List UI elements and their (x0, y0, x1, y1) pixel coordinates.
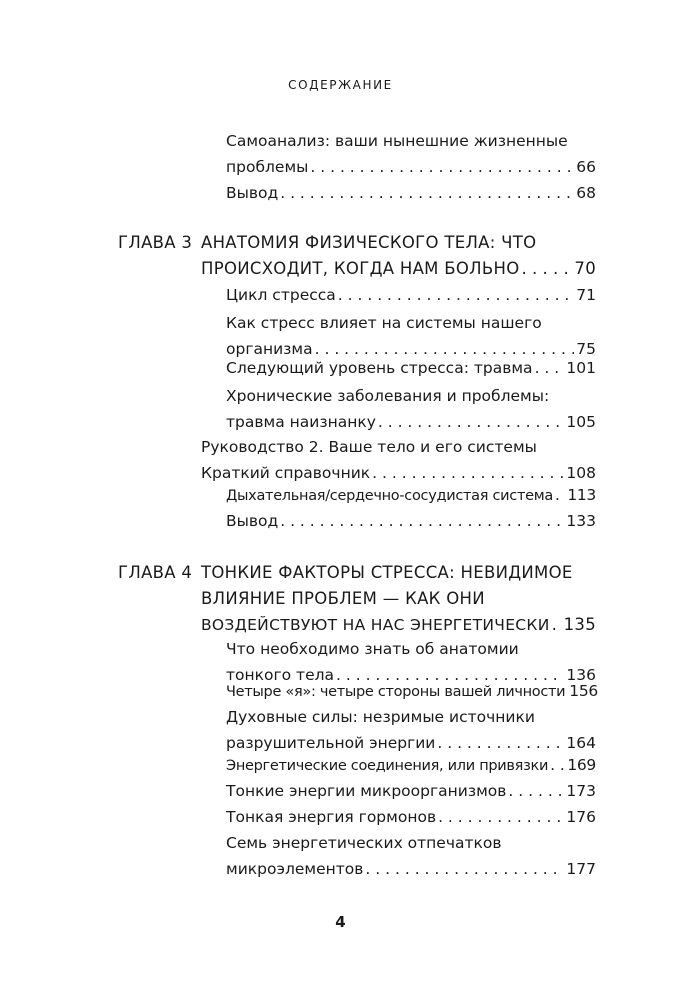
toc-entry[interactable] (226, 508, 596, 534)
entry-page: 133 (566, 512, 596, 530)
entry-page: 164 (566, 734, 596, 752)
entry-page: 108 (566, 464, 596, 482)
entry-title: Самоанализ: ваши нынешние жизненные (226, 132, 568, 150)
dot-leader (378, 409, 565, 435)
toc-entry[interactable] (226, 752, 596, 779)
entry-title: микроэлементов (226, 860, 364, 878)
entry-title: разрушительной энергии (226, 734, 436, 752)
entry-title: Как стресс влияет на системы нашего (226, 314, 542, 332)
entry-page: 156 (569, 682, 598, 700)
dot-leader (438, 804, 564, 830)
entry-page: 71 (576, 286, 596, 304)
dot-leader (365, 856, 564, 882)
toc-entry[interactable] (226, 830, 596, 882)
toc-entry[interactable] (226, 482, 596, 509)
dot-leader (552, 612, 562, 638)
entry-page: 113 (567, 486, 596, 504)
entry-title: Цикл стресса (226, 286, 336, 304)
entry-title: Следующий уровень стресса: травма (226, 359, 533, 377)
toc-entry[interactable] (226, 355, 596, 381)
entry-title: Что необходимо знать об анатомии (226, 640, 519, 658)
entry-page: 105 (566, 413, 596, 431)
toc-entry[interactable] (226, 804, 596, 830)
chapter-entry[interactable] (201, 560, 596, 638)
chapter-title: ПРОИСХОДИТ, КОГДА НАМ БОЛЬНО (201, 259, 520, 278)
chapter-title: ВОЗДЕЙСТВУЮТ НА НАС ЭНЕРГЕТИЧЕСКИ (201, 616, 550, 634)
entry-title: травма наизнанку (226, 413, 376, 431)
entry-page: 75 (576, 340, 596, 358)
entry-page: 68 (576, 184, 596, 202)
entry-title: проблемы (226, 158, 309, 176)
toc-entry[interactable] (226, 704, 596, 756)
chapter-label: ГЛАВА 3 (118, 233, 193, 252)
dot-leader (338, 282, 574, 308)
toc-entry[interactable] (226, 180, 596, 206)
chapter-label: ГЛАВА 4 (118, 563, 193, 582)
dot-leader (280, 508, 564, 534)
toc-entry[interactable] (226, 128, 596, 180)
chapter-title: ТОНКИЕ ФАКТОРЫ СТРЕССА: НЕВИДИМОЕ (201, 563, 573, 582)
toc-entry[interactable] (226, 778, 596, 804)
toc-entry[interactable] (226, 383, 596, 435)
dot-leader (555, 482, 565, 508)
entry-page: 66 (576, 158, 596, 176)
dot-leader (280, 180, 574, 206)
chapter-title: АНАТОМИЯ ФИЗИЧЕСКОГО ТЕЛА: ЧТО (201, 233, 537, 252)
entry-page: 70 (574, 259, 596, 278)
entry-title: Четыре «я»: четыре стороны вашей личности (226, 684, 566, 700)
entry-title: Тонкие энергии микроорганизмов (226, 782, 507, 800)
entry-title: Энергетические соединения, или привязки (226, 758, 549, 774)
toc-entry[interactable] (201, 434, 596, 486)
toc-entry[interactable] (226, 282, 596, 308)
entry-page: 101 (566, 359, 596, 377)
dot-leader (508, 778, 564, 804)
entry-page: 136 (566, 666, 596, 684)
entry-title: Руководство 2. Ваше тело и его системы (201, 438, 537, 456)
entry-page: 177 (566, 860, 596, 878)
entry-title: Дыхательная/сердечно-сосудистая система (226, 488, 553, 504)
dot-leader (550, 752, 565, 778)
dot-leader (535, 355, 565, 381)
entry-page: 169 (567, 756, 596, 774)
entry-title: Краткий справочник (201, 464, 371, 482)
toc-header: СОДЕРЖАНИЕ (288, 78, 393, 92)
entry-title: Тонкая энергия гормонов (226, 808, 437, 826)
page-number: 4 (335, 913, 346, 931)
entry-title: тонкого тела (226, 666, 335, 684)
entry-title: Вывод (226, 184, 279, 202)
entry-title: Хронические заболевания и проблемы: (226, 387, 550, 405)
chapter-entry[interactable] (201, 230, 596, 282)
entry-title: организма (226, 340, 313, 358)
entry-page: 176 (566, 808, 596, 826)
entry-title: Семь энергетических отпечатков (226, 834, 502, 852)
toc-entry[interactable] (226, 678, 596, 705)
entry-title: Вывод (226, 512, 279, 530)
entry-title: Духовные силы: незримые источники (226, 708, 535, 726)
chapter-title: ВЛИЯНИЕ ПРОБЛЕМ — КАК ОНИ (201, 589, 485, 608)
entry-page: 173 (566, 782, 596, 800)
dot-leader (522, 256, 573, 282)
entry-page: 135 (563, 615, 596, 634)
dot-leader (310, 154, 574, 180)
